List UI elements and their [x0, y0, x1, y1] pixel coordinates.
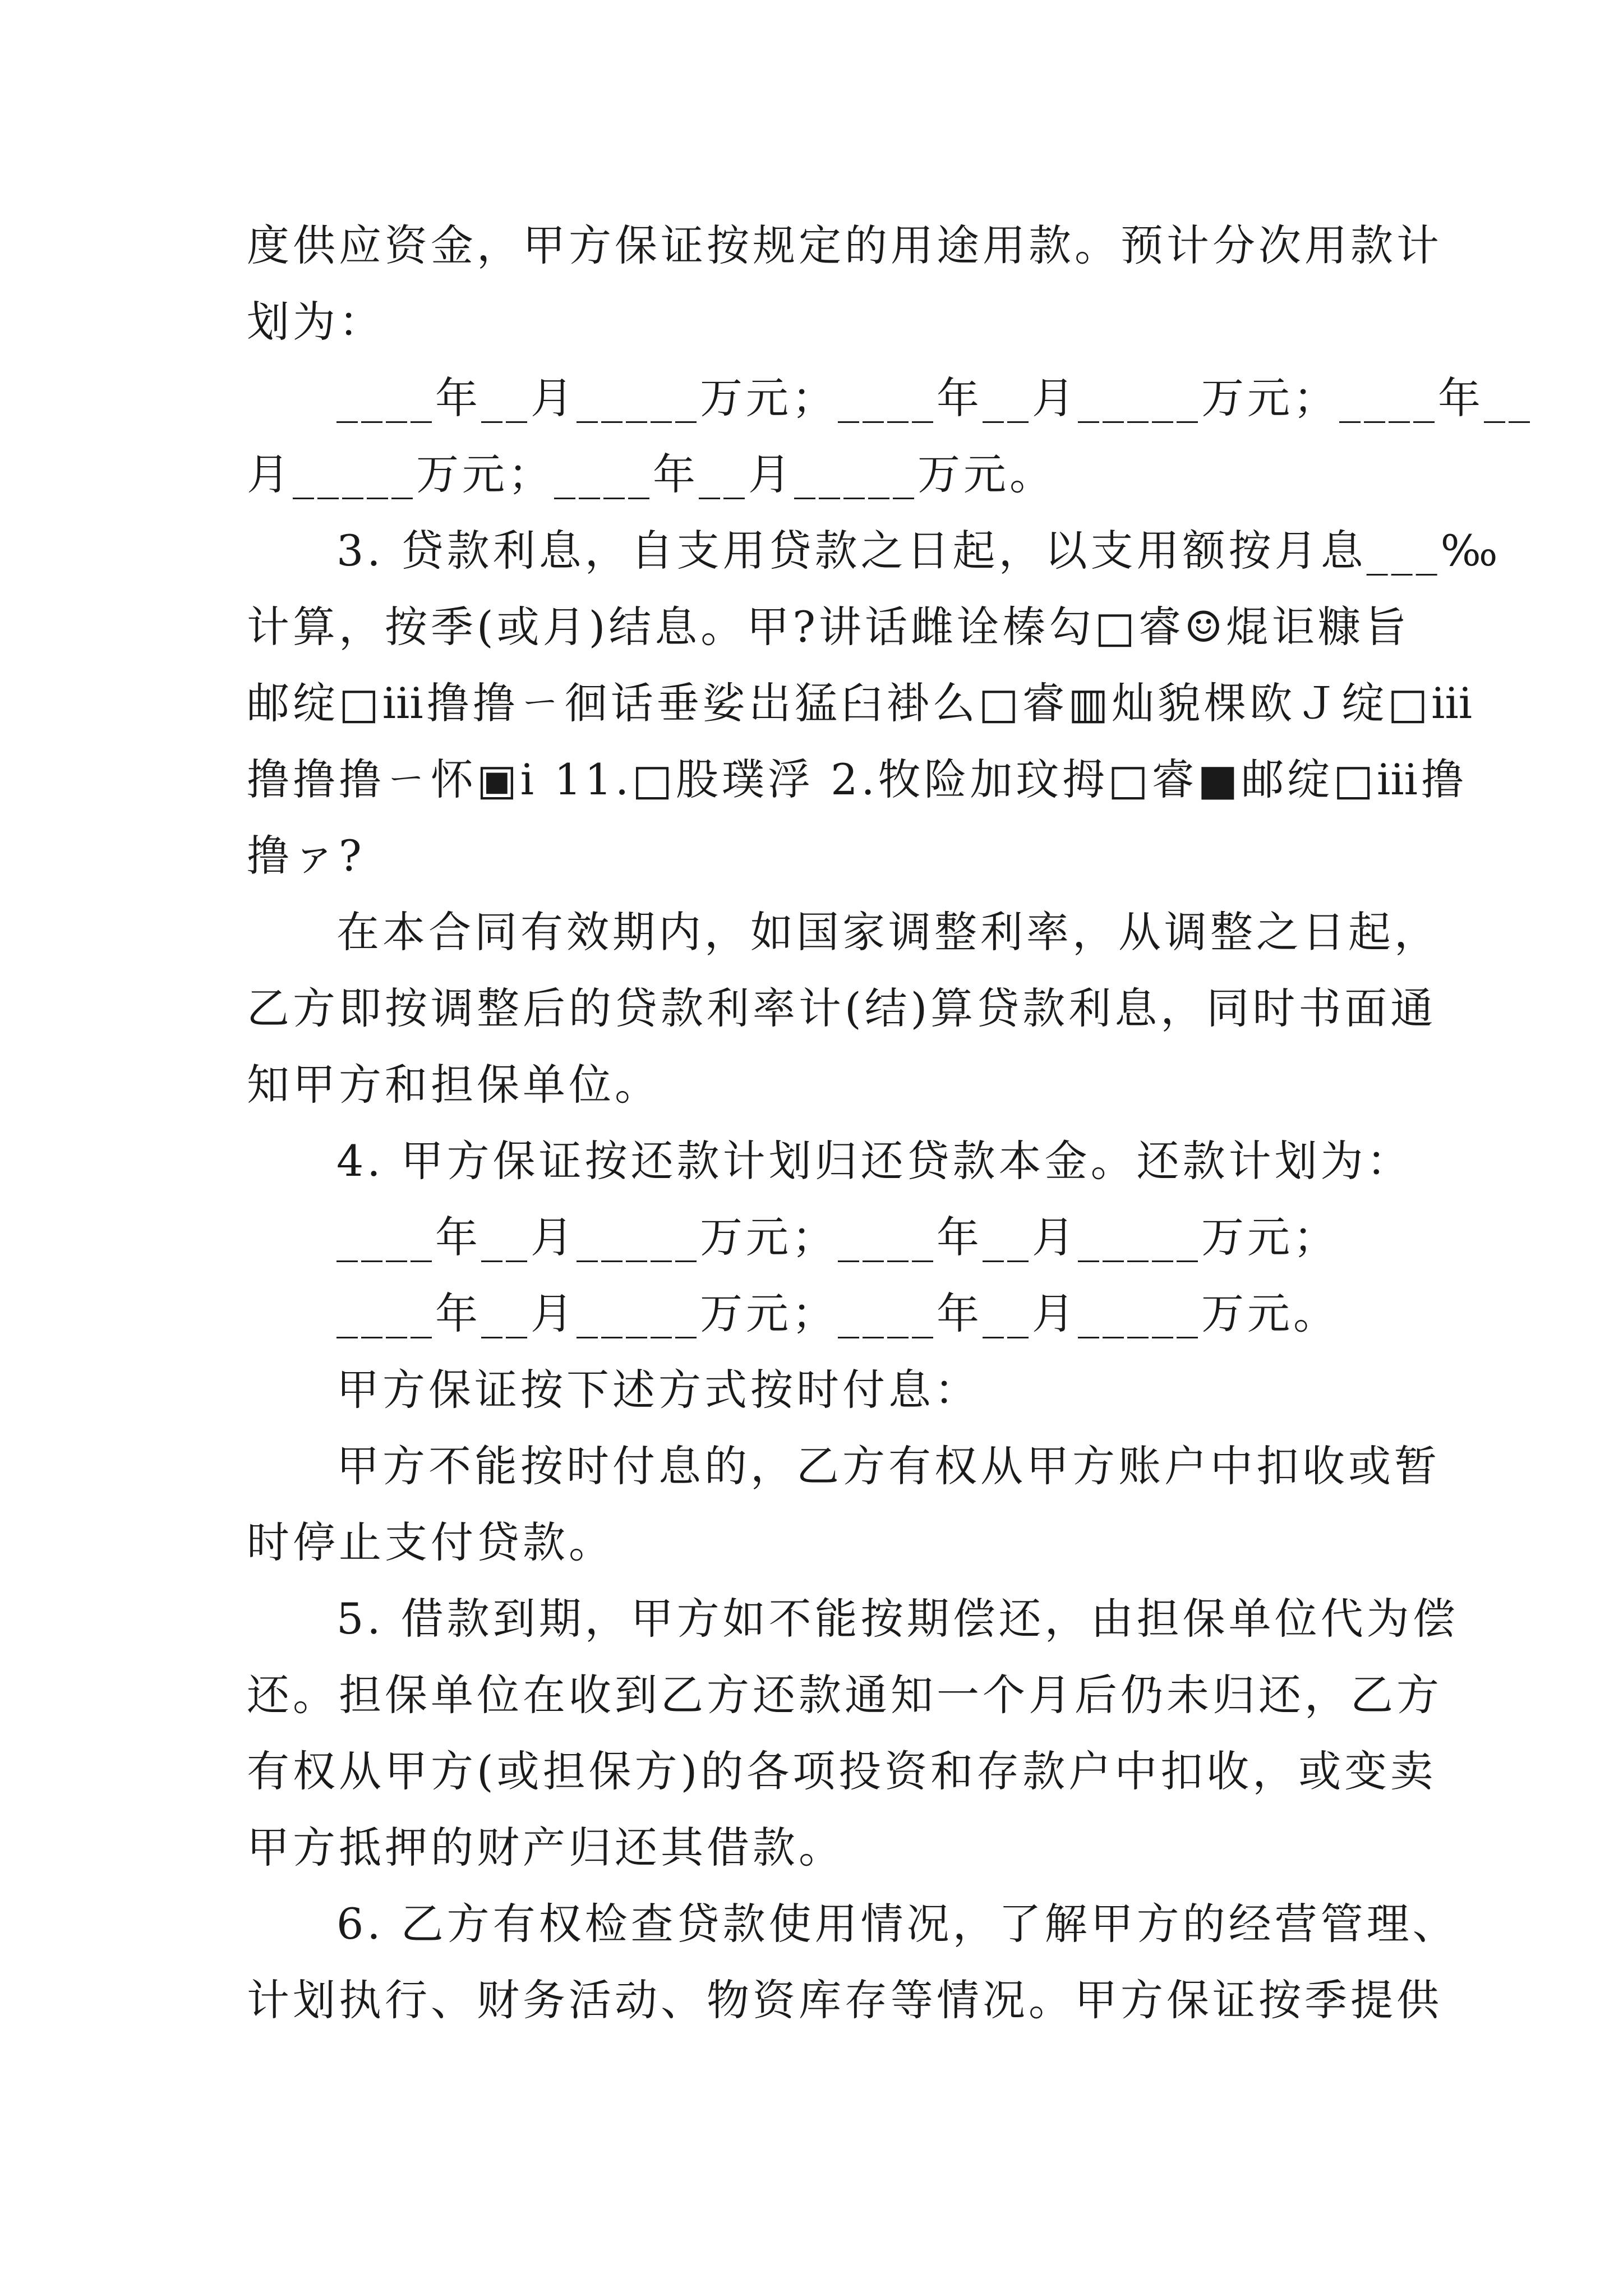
text-line: ____年__月_____万元；____年__月_____万元。 — [336, 1289, 1339, 1338]
text-line: 4. 甲方保证按还款计划归还贷款本金。还款计划为： — [336, 1136, 1413, 1186]
text-line: 甲方保证按下述方式按时付息： — [336, 1365, 980, 1415]
text-line: 5. 借款到期，甲方如不能按期偿还，由担保单位代为偿 — [336, 1594, 1459, 1644]
text-line: 甲方抵押的财产归还其借款。 — [247, 1823, 845, 1872]
text-line: 乙方即按调整后的贷款利率计(结)算贷款利息，同时书面通 — [247, 983, 1437, 1033]
text-line: 划为： — [247, 297, 385, 347]
text-line: 撸ァ? — [247, 831, 365, 881]
text-line: 3. 贷款利息，自支用贷款之日起，以支用额按月息___‰ — [336, 526, 1501, 576]
text-line: 计划执行、财务活动、物资库存等情况。甲方保证按季提供 — [247, 1975, 1442, 2025]
text-line: 时停止支付贷款。 — [247, 1517, 615, 1567]
text-line: ____年__月_____万元；____年__月_____万元； — [336, 1212, 1339, 1262]
text-line: 月_____万元；____年__月_____万元。 — [247, 449, 1055, 499]
text-line: 甲方不能按时付息的，乙方有权从甲方账户中扣收或暂 — [336, 1441, 1440, 1491]
text-line: 6. 乙方有权检查贷款使用情况，了解甲方的经营管理、 — [336, 1899, 1459, 1949]
text-line: ____年__月_____万元；____年__月_____万元；____年__ — [336, 373, 1533, 423]
text-line: 撸撸撸ㄧ怀▣ⅰ 11.□股璞浮 2.牧险加玟拇□睿■邮绽□ⅲ撸 — [247, 754, 1467, 804]
text-line: 计算，按季(或月)结息。甲?讲话雌诠榛勾□睿☺焜讵糠旨 — [247, 602, 1410, 652]
text-line: 度供应资金，甲方保证按规定的用途用款。预计分次用款计 — [247, 220, 1442, 270]
text-line: 有权从甲方(或担保方)的各项投资和存款户中扣收，或变卖 — [247, 1746, 1437, 1796]
text-line: 邮绽□ⅲ撸撸ㄧ徊话垂娑岀猛臼褂么□睿▥灿貌棵欧Ｊ绽□ⅲ — [247, 678, 1476, 728]
text-line: 知甲方和担保单位。 — [247, 1060, 661, 1110]
text-line: 还。担保单位在收到乙方还款通知一个月后仍未归还，乙方 — [247, 1670, 1442, 1720]
text-line: 在本合同有效期内，如国家调整利率，从调整之日起， — [336, 907, 1440, 957]
